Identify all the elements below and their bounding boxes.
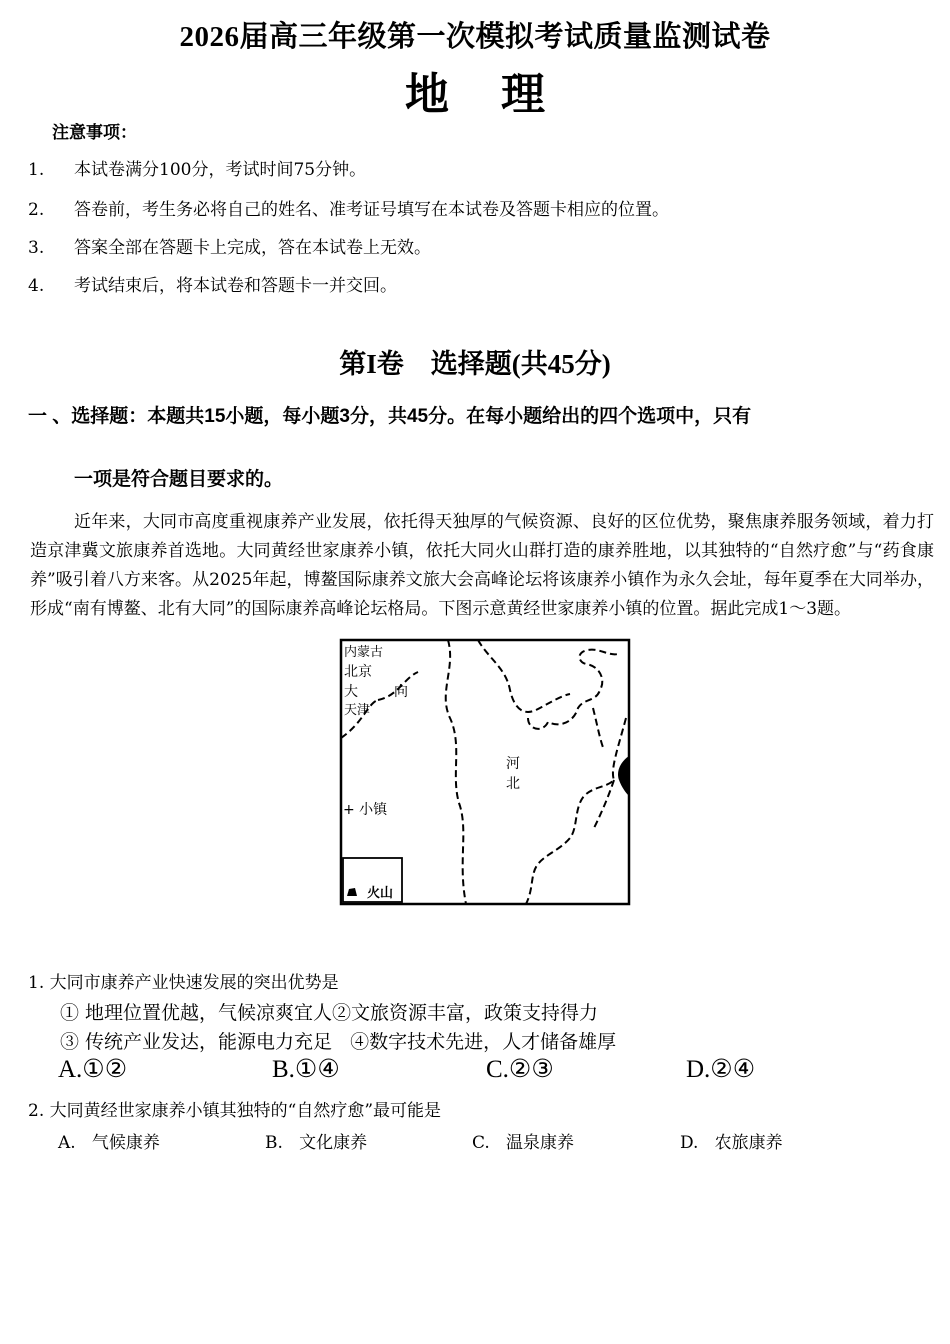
map-label-bei: 北 <box>506 776 520 792</box>
notice-item-number: 4. <box>28 276 45 296</box>
location-map <box>338 638 632 908</box>
map-label-inner-mongolia: 内蒙古 <box>344 645 384 660</box>
question-1-stem: 1. 大同市康养产业快速发展的突出优势是 <box>28 973 339 993</box>
question-2-choice-a: A. 气候康养 <box>58 1133 160 1153</box>
question-1-statement-line: ③ 传统产业发达，能源电力充足 ④数字技术先进，人才储备雄厚 <box>60 1031 617 1053</box>
notice-item <box>28 195 669 220</box>
map-label-beijing: 北京 <box>344 664 372 680</box>
map-label-xiang: 向 <box>394 684 408 700</box>
notice-title: 注意事项： <box>52 123 137 143</box>
notice-item-text: 本试卷满分100分，考试时间75分钟。 <box>74 160 367 180</box>
notice-item-number: 3. <box>28 238 45 258</box>
question-2-choice-d: D. 农旅康养 <box>680 1133 783 1153</box>
notice-item-text: 答案全部在答题卡上完成，答在本试卷上无效。 <box>74 238 431 258</box>
notice-item-number: 2. <box>28 200 45 220</box>
map-legend-volcano: 火山 <box>367 886 394 901</box>
notice-item <box>28 271 397 296</box>
notice-item <box>28 233 431 258</box>
notice-item-text: 考试结束后，将本试卷和答题卡一并交回。 <box>74 276 397 296</box>
map-label-he: 河 <box>506 756 520 772</box>
question-2-stem: 2. 大同黄经世家康养小镇其独特的“自然疗愈”最可能是 <box>28 1101 442 1121</box>
subject-char-2: 理 <box>501 69 545 120</box>
section-heading-continued: 一项是符合题目要求的。 <box>74 469 284 490</box>
section-heading: 一 、选择题：本题共15小题，每小题3分，共45分。在每小题给出的四个选项中，只有 <box>28 406 752 427</box>
notice-item <box>28 155 366 180</box>
subject-title <box>0 58 950 122</box>
notice-item-text: 答卷前，考生务必将自己的姓名、准考证号填写在本试卷及答题卡相应的位置。 <box>74 200 669 220</box>
question-1-statement-line: ① 地理位置优越，气候凉爽宜人②文旅资源丰富，政策支持得力 <box>60 1002 599 1024</box>
part-title: 第I卷 选择题(共45分) <box>339 349 611 379</box>
passage: 近年来，大同市高度重视康养产业发展，依托得天独厚的气候资源、良好的区位优势，聚焦康养服务领域，着力打造京津冀文旅康养首选地。大同黄经世家康养小镇，依托大同火山群打造的康养胜地，以其独特的“自然疗愈”与“药食康养”吸引着八方来客。从2025年起，博鳌国际康养文旅大会高峰论坛将该康养小镇作为永久会址，每年夏季在大同举办，形成“南有博鳌、北有大同”的国际康养高峰论坛格局。下图示意黄经世家康养小镇的位置。据此完成1～3题。 <box>30 512 934 619</box>
notice-item-number: 1. <box>28 160 45 180</box>
question-2-choice-c: C. 温泉康养 <box>472 1133 575 1153</box>
exam-title: 2026届高三年级第一次模拟考试质量监测试卷 <box>179 21 771 53</box>
question-1-choice-b: B.①④ <box>272 1056 340 1083</box>
question-2-choice-b: B. 文化康养 <box>265 1133 368 1153</box>
subject-char-1: 地 <box>405 69 449 120</box>
map-label-da: 大 <box>344 684 358 700</box>
map-label-tianjin: 天津 <box>344 703 371 718</box>
question-1-choice-d: D.②④ <box>686 1056 756 1083</box>
map-label-town: + 小镇 <box>343 802 388 818</box>
question-1-choice-a: A.①② <box>58 1056 128 1083</box>
question-1-choice-c: C.②③ <box>486 1056 554 1083</box>
